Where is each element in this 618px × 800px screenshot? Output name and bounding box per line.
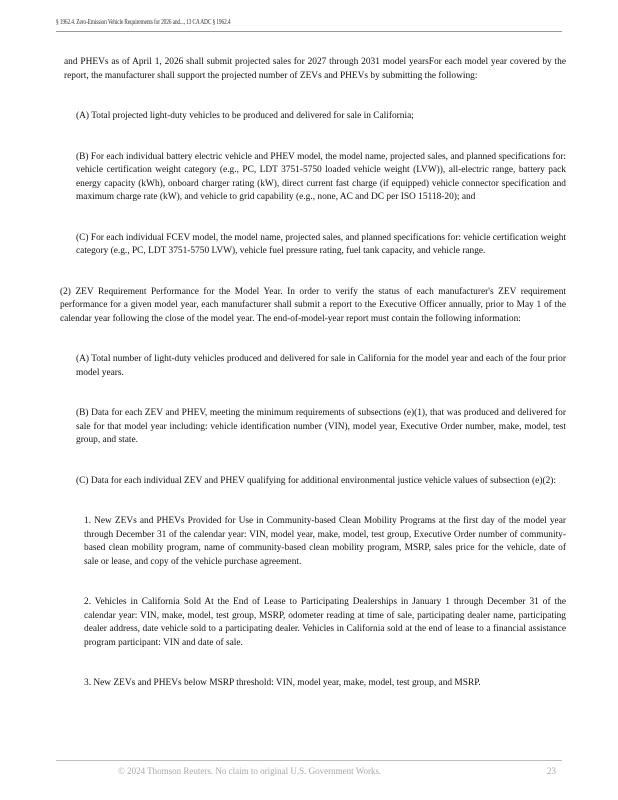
item-1b: (B) For each individual battery electric vehicle and PHEV model, the model name, projected sales, and planned specifications for: vehicle certification weight category (e.g., PC, LDT 3751-5750 loaded vehicle weight (LVW)), all-electric range, battery pack energy capacity (kWh), onboard charger rating (kW), direct current fast charge (if equipped) vehicle connector specification and maximum charge rate (kW), and vehicle to grid capability (e.g., none, AC and DC per ISO 15118-20); and [76,151,566,202]
page-number: 23 [547,766,556,776]
running-header: § 1962.4. Zero-Emission Vehicle Requirements for 2026 and..., 13 CA ADC § 1962.4 [56,18,231,26]
footer-divider [56,760,562,761]
header-divider [56,31,562,32]
sub-item-1: 1. New ZEVs and PHEVs Provided for Use in Community-based Clean Mobility Programs at the first day of the model year through December 31 of the calendar year: VIN, model year, make, model, test group, Executive Order number of community-based clean mobility program, name of community-based clean mobility program, MSRP, sales price for the vehicle, date of sale or lease, and copy of the vehicle purchase agreement. [84,516,566,567]
document-body [60,56,566,691]
item-2b: (B) Data for each ZEV and PHEV, meeting the minimum requirements of subsections (e)(1), that was produced and delivered for sale for that model year including: vehicle identification number (VIN), model year, Executive Order number, make, model, test group, and state. [76,408,566,445]
item-1c: (C) For each individual FCEV model, the model name, projected sales, and planned specifications for: vehicle certification weight category (e.g., PC, LDT 3751-5750 LVW), vehicle fuel pressure rating, fuel tank capacity, and vehicle range. [76,232,566,256]
copyright-notice: © 2024 Thomson Reuters. No claim to original U.S. Government Works. [118,766,382,776]
sub-item-3: 3. New ZEVs and PHEVs below MSRP threshold: VIN, model year, make, model, test group, and MSRP. [84,678,481,688]
item-1a: (A) Total projected light-duty vehicles to be produced and delivered for sale in California; [76,111,414,121]
item-2a: (A) Total number of light-duty vehicles produced and delivered for sale in California for the model year and each of the four prior model years. [76,354,566,378]
sub-item-2: 2. Vehicles in California Sold At the End of Lease to Participating Dealerships in January 1 through December 31 of the calendar year: VIN, make, model, test group, MSRP, odometer reading at time of sale, participating dealer name, participating dealer address, date vehicle sold to a participating dealer. Vehicles in California sold at the end of lease to a financial assistance program participant: VIN and date of sale. [84,597,566,648]
section-2-paragraph: (2) ZEV Requirement Performance for the Model Year. In order to verify the status of each manufacturer's ZEV requirement performance for a given model year, each manufacturer shall submit a report to the Executive Officer annually, prior to May 1 of the calendar year following the close of the model year. The end-of-model-year report must contain the following information: [60,286,566,324]
intro-paragraph: and PHEVs as of April 1, 2026 shall submit projected sales for 2027 through 2031 model yearsFor each model year covered by the report, the manufacturer shall support the projected number of ZEVs and PHEVs by submitting the following: [64,57,566,81]
item-2c: (C) Data for each individual ZEV and PHEV qualifying for additional environmental justice vehicle values of subsection (e)(2): [76,475,556,486]
